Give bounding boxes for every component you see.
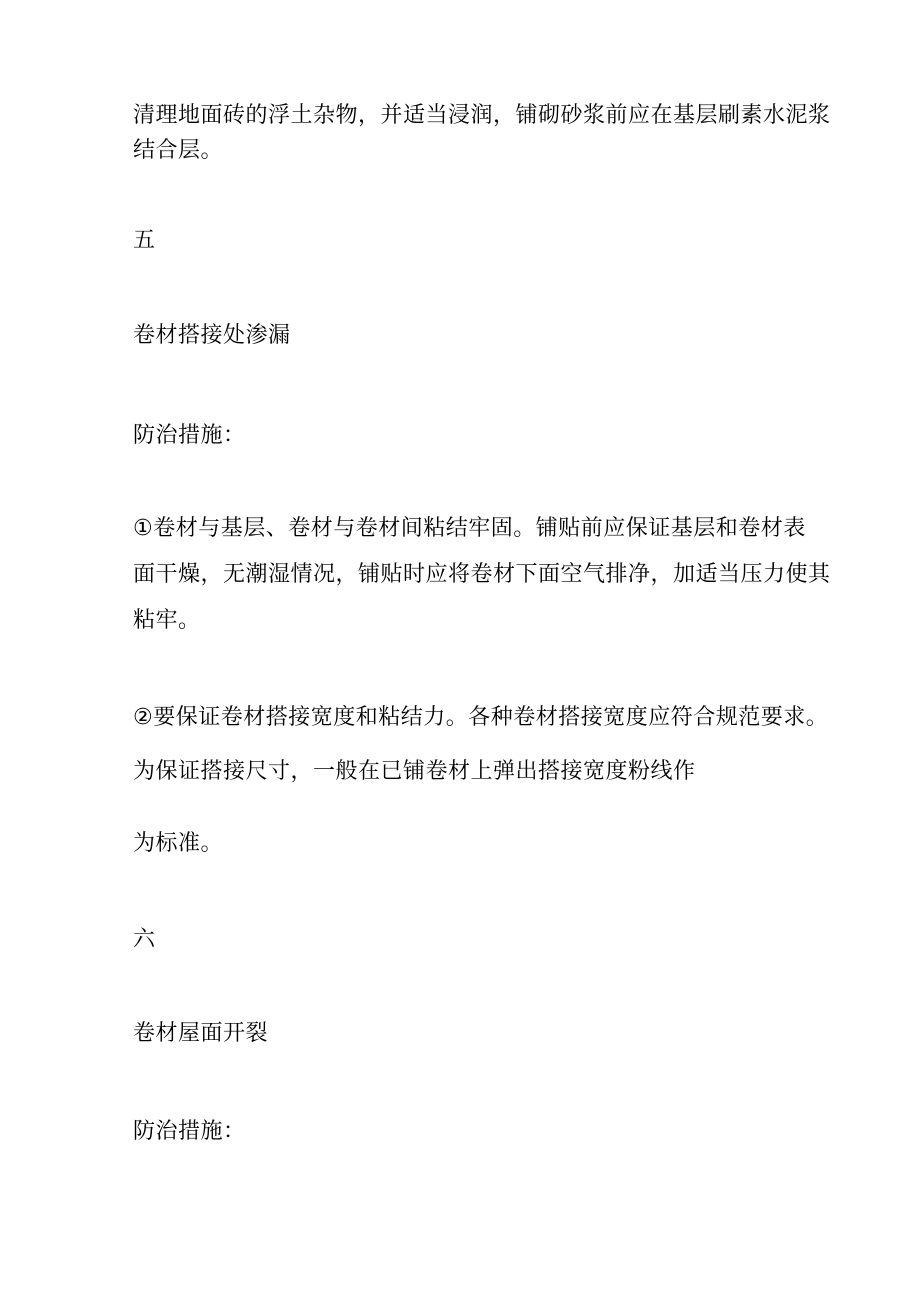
measures-label: 防治措施： <box>133 423 246 448</box>
measure-item-line: ①卷材与基层、卷材与卷材间粘结牢固。铺贴前应保证基层和卷材表 <box>133 516 806 541</box>
measures-label: 防治措施： <box>133 1119 246 1144</box>
section-number: 五 <box>133 228 156 253</box>
paragraph-line: 清理地面砖的浮土杂物，并适当浸润，铺砌砂浆前应在基层刷素水泥浆 <box>133 103 831 128</box>
section-title: 卷材屋面开裂 <box>133 1021 269 1046</box>
section-title: 卷材搭接处渗漏 <box>133 323 291 348</box>
measure-item-line: 为标准。 <box>133 831 224 856</box>
measure-item-line: 面干燥，无潮湿情况，铺贴时应将卷材下面空气排净，加适当压力使其 <box>133 562 831 587</box>
measure-item-line: ②要保证卷材搭接宽度和粘结力。各种卷材搭接宽度应符合规范要求。 <box>133 705 829 730</box>
section-number: 六 <box>133 927 156 952</box>
measure-item-line: 为保证搭接尺寸，一般在已铺卷材上弹出搭接宽度粉线作 <box>133 759 696 784</box>
measure-item-line: 粘牢。 <box>133 608 201 633</box>
paragraph-line: 结合层。 <box>133 138 224 163</box>
